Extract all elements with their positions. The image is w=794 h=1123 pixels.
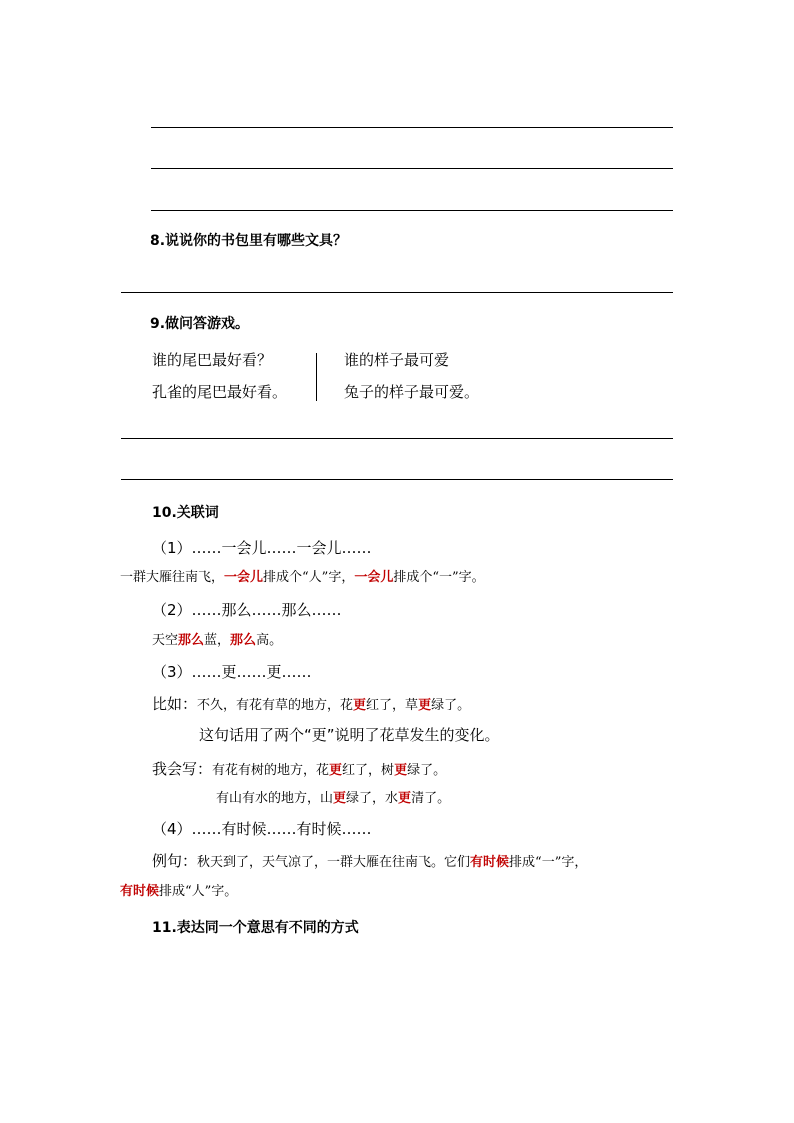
text-run: 比如： xyxy=(152,695,198,713)
q10-p3-note: 这句话用了两个“更”说明了花草发生的变化。 xyxy=(199,726,500,744)
highlight-word: 更 xyxy=(333,791,347,806)
text-run: 秋天到了，天气凉了，一群大雁在往南飞。它们 xyxy=(197,855,471,870)
q10-p3-example xyxy=(152,696,470,712)
text-run: 我会写： xyxy=(152,760,213,778)
q10-p4-label: （4）……有时候……有时候…… xyxy=(152,820,372,838)
answer-line-3 xyxy=(151,210,673,211)
q11-title: 11.表达同一个意思有不同的方式 xyxy=(152,920,359,936)
text-run: 例句： xyxy=(152,852,198,870)
answer-line-2 xyxy=(151,168,673,169)
q10-p2-example xyxy=(152,634,282,647)
text-run: 排成个“一”字。 xyxy=(393,570,485,585)
text-run: 绿了。 xyxy=(431,698,471,713)
q10-title: 10.关联词 xyxy=(152,505,219,521)
q10-p4-example-1 xyxy=(152,853,587,869)
highlight-word: 那么 xyxy=(230,633,257,648)
text-run: 不久，有花有草的地方，花 xyxy=(197,698,354,713)
highlight-word: 更 xyxy=(394,763,408,778)
text-run: 有花有树的地方，花 xyxy=(212,763,330,778)
text-run: 绿了，水 xyxy=(346,791,399,806)
highlight-word: 一会儿 xyxy=(224,570,264,585)
highlight-word: 更 xyxy=(398,791,412,806)
text-run: 一群大雁往南飞， xyxy=(120,570,225,585)
q9-left-answer: 孔雀的尾巴最好看。 xyxy=(152,383,288,401)
answer-line-1 xyxy=(151,127,673,128)
q9-right-question: 谁的样子最可爱 xyxy=(344,351,450,369)
q9-left-question: 谁的尾巴最好看？ xyxy=(152,351,273,369)
text-run: 天空 xyxy=(152,633,179,648)
q10-p1-label: （1）……一会儿……一会儿…… xyxy=(152,539,372,557)
text-run: 排成“一”字， xyxy=(509,855,588,870)
q10-p3-write-1 xyxy=(152,761,446,777)
text-run: 排成个“人”字， xyxy=(263,570,355,585)
text-run: 有山有水的地方，山 xyxy=(216,791,334,806)
text-run: 清了。 xyxy=(411,791,451,806)
highlight-word: 那么 xyxy=(178,633,205,648)
q10-p4-example-2 xyxy=(120,885,237,898)
q10-p1-example xyxy=(120,571,485,584)
highlight-word: 一会儿 xyxy=(354,570,394,585)
highlight-word: 更 xyxy=(418,698,432,713)
highlight-word: 更 xyxy=(353,698,367,713)
q9-answer-line-1 xyxy=(121,438,673,439)
text-run: 排成“人”字。 xyxy=(159,884,238,899)
q9-title: 9.做问答游戏。 xyxy=(150,316,250,332)
text-run: 绿了。 xyxy=(407,763,447,778)
q10-p3-label: （3）……更……更…… xyxy=(152,663,312,681)
q8-title: 8.说说你的书包里有哪些文具？ xyxy=(150,233,348,249)
q10-p2-label: （2）……那么……那么…… xyxy=(152,601,342,619)
text-run: 红了，树 xyxy=(342,763,395,778)
highlight-word: 更 xyxy=(329,763,343,778)
q10-p3-write-2 xyxy=(216,792,450,805)
q9-right-answer: 兔子的样子最可爱。 xyxy=(344,383,480,401)
text-run: 高。 xyxy=(256,633,283,648)
text-run: 蓝， xyxy=(204,633,231,648)
highlight-word: 有时候 xyxy=(120,884,160,899)
q9-answer-line-2 xyxy=(121,479,673,480)
highlight-word: 有时候 xyxy=(470,855,510,870)
q9-divider xyxy=(316,353,317,401)
q8-answer-line xyxy=(121,292,673,293)
text-run: 红了，草 xyxy=(366,698,419,713)
